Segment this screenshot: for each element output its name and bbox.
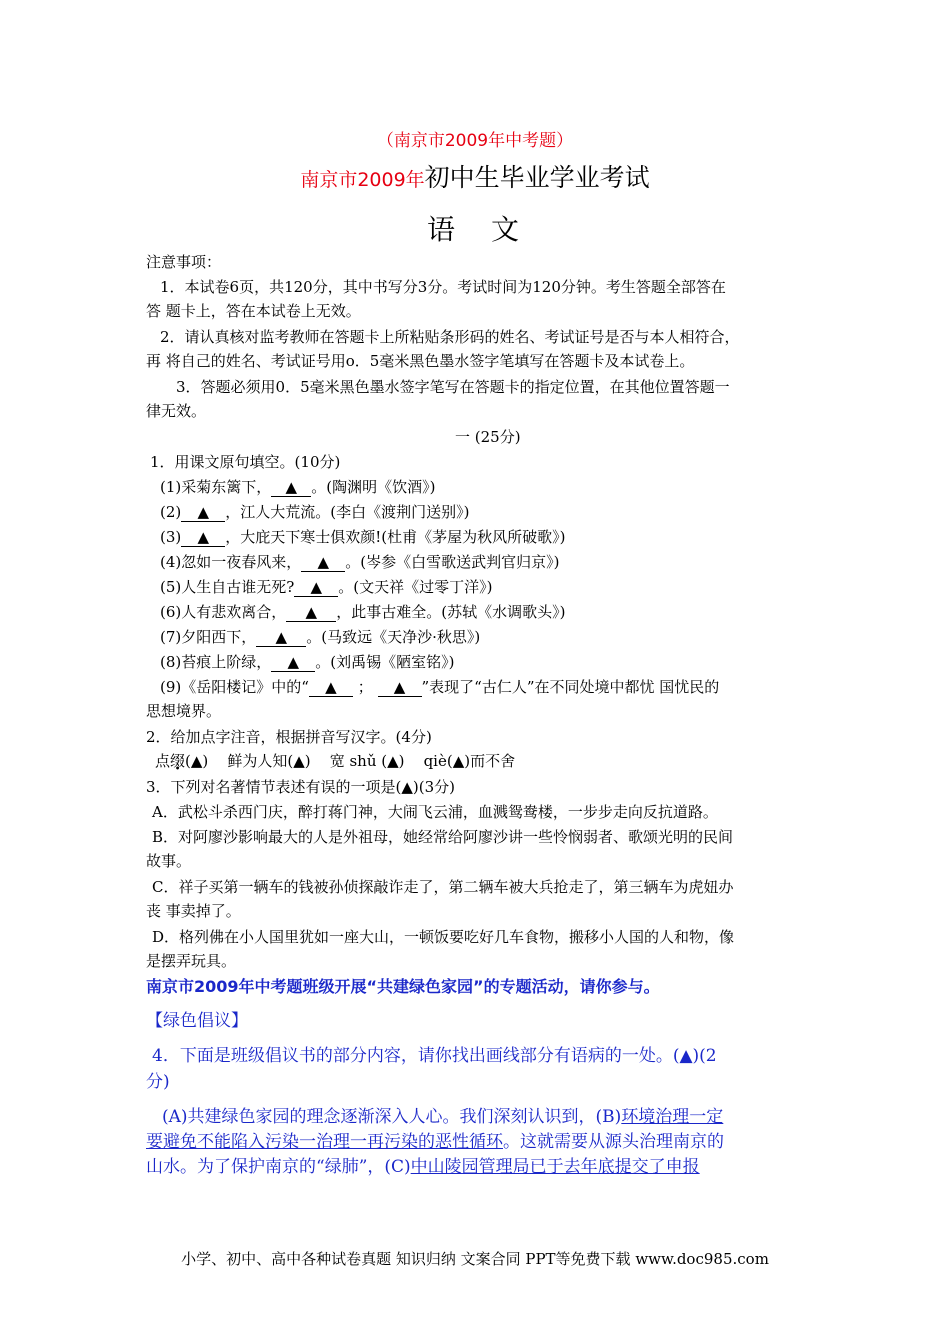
- answer-blank[interactable]: ▲: [256, 628, 306, 647]
- q1-item-1: [160, 476, 435, 497]
- q1-item-5-prefix: (5)人生自古谁无死?: [160, 578, 295, 596]
- q1-item-1-prefix: (1)采菊东篱下，: [160, 478, 272, 496]
- q1-item-4-suffix: 。(岑参《白雪歌送武判官归京》): [345, 553, 560, 571]
- answer-blank[interactable]: ▲: [271, 478, 311, 497]
- q1-item-1-suffix: 。(陶渊明《饮酒》): [311, 478, 436, 496]
- proposal-line-3: [146, 1152, 700, 1177]
- q2-stem: 2．给加点字注音，根据拼音写汉字。(4分): [146, 728, 432, 746]
- q1-item-2: [160, 501, 469, 522]
- q1-item-7: [160, 626, 480, 647]
- note-3: 3．答题必须用0．5毫米黑色墨水签字笔写在答题卡的指定位置，在其他位置答题一: [176, 378, 730, 396]
- q1-item-9-suffix: ”表现了“古仁人”在不同处境中都忧 国忧民的: [421, 678, 720, 696]
- q2-item-1: [155, 752, 208, 770]
- q1-item-5-suffix: 。(文天祥《过零丁洋》): [338, 578, 493, 596]
- q3-option-b: B．对阿廖沙影响最大的人是外祖母，她经常给阿廖沙讲一些怜悯弱者、歌颂光明的民间: [152, 828, 734, 846]
- green-initiative-heading: 【绿色倡议】: [146, 1011, 248, 1031]
- page-footer: 小学、初中、高中各种试卷真题 知识归纳 文案合同 PPT等免费下载 www.doc985.com: [181, 1250, 769, 1268]
- answer-blank[interactable]: ▲: [271, 653, 315, 672]
- q1-item-3-prefix: (3): [160, 528, 182, 546]
- q1-stem: 1．用课文原句填空。(10分): [150, 453, 341, 471]
- q2-items: [155, 750, 515, 771]
- exam-title-main: 初中生毕业学业考试: [424, 163, 650, 192]
- q4-stem-cont: 分): [146, 1072, 170, 1092]
- q1-item-8-suffix: 。(刘禹锡《陋室铭》): [315, 653, 455, 671]
- q3-option-a: A．武松斗杀西门庆，醉打蒋门神，大闹飞云浦，血溅鸳鸯楼，一步步走向反抗道路。: [152, 803, 718, 821]
- q1-item-4-prefix: (4)忽如一夜春风来，: [160, 553, 302, 571]
- q3-option-c-cont: 丧 事卖掉了。: [146, 902, 241, 920]
- dotted-char: 缀: [170, 752, 186, 770]
- q1-item-7-suffix: 。(马致远《天净沙·秋思》): [306, 628, 481, 646]
- q1-item-6: [160, 601, 565, 622]
- exam-title-city: 南京市2009年: [300, 169, 425, 191]
- q3-option-b-cont: 故事。: [146, 852, 192, 870]
- note-2-cont: 再 将自己的姓名、考试证号用o．5毫米黑色墨水签字笔填写在答题卡及本试卷上。: [146, 352, 695, 370]
- q3-option-c: C．祥子买第一辆车的钱被孙侦探敲诈走了，第二辆车被大兵抢走了，第三辆车为虎妞办: [152, 878, 734, 896]
- q1-item-6-prefix: (6)人有悲欢离合，: [160, 603, 287, 621]
- q1-item-2-prefix: (2): [160, 503, 182, 521]
- answer-blank[interactable]: ▲: [181, 503, 225, 522]
- q1-item-9: [160, 676, 719, 697]
- answer-blank[interactable]: ▲: [301, 553, 345, 572]
- proposal-line-2: [146, 1127, 724, 1152]
- q1-item-8: [160, 651, 454, 672]
- underlined-segment-c: 中山陵园管理局已于去年底提交了申报: [410, 1157, 700, 1177]
- subject-title: 语 文: [426, 213, 523, 246]
- answer-blank[interactable]: ▲: [309, 678, 353, 697]
- note-1: 1．本试卷6页，共120分，其中书写分3分。考试时间为120分钟。考生答题全部答在: [160, 278, 726, 296]
- q2-item-1-char: 点: [155, 752, 171, 770]
- q1-item-4: [160, 551, 559, 572]
- proposal-text: (A)共建绿色家园的理念逐渐深入人心。我们深刻认识到，(B): [162, 1107, 622, 1127]
- q3-option-d-cont: 是摆弄玩具。: [146, 952, 237, 970]
- note-3-cont: 律无效。: [146, 402, 207, 420]
- underlined-segment-b: 环境治理一定: [621, 1107, 724, 1127]
- notes-heading: 注意事项：: [146, 253, 222, 271]
- answer-blank[interactable]: ▲: [181, 528, 225, 547]
- q1-item-9-prefix: (9)《岳阳楼记》中的“: [160, 678, 309, 696]
- q1-item-3: [160, 526, 565, 547]
- answer-blank[interactable]: ▲: [286, 603, 336, 622]
- q2-item-4: qiè(▲)而不舍: [423, 752, 516, 770]
- underlined-segment-b-cont: 要避免不能陷入污染一治理一再污染的恶性循环: [146, 1132, 503, 1152]
- q1-item-2-suffix: ，江人大荒流。(李白《渡荆门送别》): [225, 503, 470, 521]
- q2-item-1-answer: (▲): [185, 752, 209, 770]
- q1-item-7-prefix: (7)夕阳西下，: [160, 628, 257, 646]
- source-note: （南京市2009年中考题）: [376, 131, 574, 151]
- q3-stem: 3．下列对名著情节表述有误的一项是(▲)(3分): [146, 778, 456, 796]
- section-one-heading: 一 (25分): [455, 428, 521, 446]
- proposal-text: 山水。为了保护南京的“绿肺”，(C): [146, 1157, 411, 1177]
- q1-item-8-prefix: (8)苔痕上阶绿，: [160, 653, 272, 671]
- q1-item-6-suffix: ，此事古难全。(苏轼《水调歌头》): [336, 603, 566, 621]
- q1-item-3-suffix: ，大庇天下寒士俱欢颜!(杜甫《茅屋为秋风所破歌》): [225, 528, 566, 546]
- note-1-cont: 答 题卡上，答在本试卷上无效。: [146, 302, 361, 320]
- answer-blank[interactable]: ▲: [378, 678, 422, 697]
- q2-item-3: 宽 shǔ (▲): [329, 752, 405, 770]
- q1-item-9-cont: 思想境界。: [146, 702, 222, 720]
- q2-item-2: 鲜为人知(▲): [227, 752, 311, 770]
- q1-item-5: [160, 576, 493, 597]
- exam-title: [0, 158, 950, 194]
- proposal-text: 。这就需要从源头治理南京的: [503, 1132, 724, 1152]
- proposal-line-1: [162, 1102, 723, 1127]
- note-2: 2．请认真核对监考教师在答题卡上所粘贴条形码的姓名、考试证号是否与本人相符合，: [160, 328, 740, 346]
- q4-stem: 4．下面是班级倡议书的部分内容，请你找出画线部分有语病的一处。(▲)(2: [152, 1046, 717, 1066]
- activity-intro: 南京市2009年中考题班级开展“共建绿色家园”的专题活动，请你参与。: [146, 977, 660, 996]
- answer-blank[interactable]: ▲: [294, 578, 338, 597]
- q1-item-9-separator: ；: [357, 678, 373, 696]
- q3-option-d: D．格列佛在小人国里犹如一座大山，一顿饭要吃好几车食物，搬移小人国的人和物，像: [152, 928, 735, 946]
